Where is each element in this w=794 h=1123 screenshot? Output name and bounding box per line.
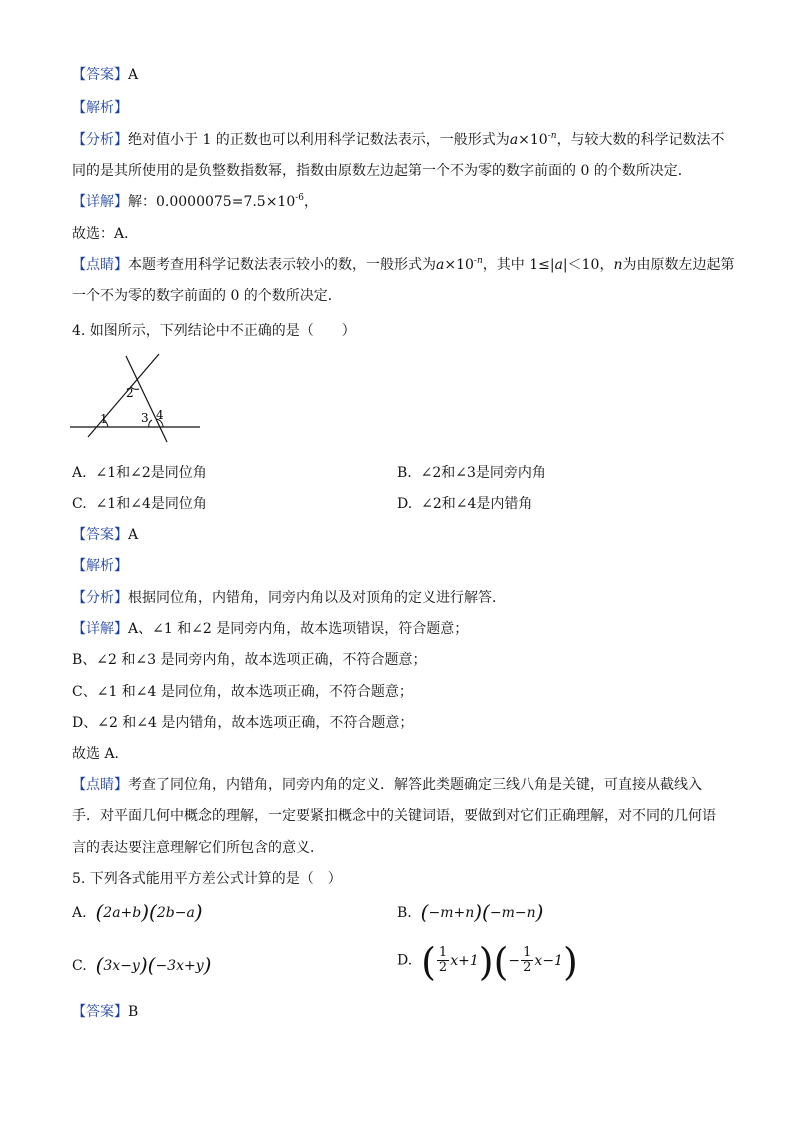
fenxi-text: 绝对值小于 1 的正数也可以利用科学记数法表示，一般形式为 (128, 132, 510, 148)
xiangjie-end: ， (304, 194, 319, 210)
q4-dianjing-line-2: 手．对平面几何中概念的理解，一定要紧扣概念中的关键词语，要做到对它们正确理解，对不同的几何语 (72, 808, 716, 824)
option-expression: (2a+b)(2b−a) (95, 900, 203, 924)
factor-2: 2b−a (156, 905, 195, 921)
q4-answer-line (72, 526, 138, 544)
q4-dianjing-line-1 (72, 776, 702, 794)
factor-2: −m−n (489, 905, 536, 921)
option-letter: B. (397, 905, 412, 921)
option-letter: D. (397, 952, 413, 969)
q4-stem: 4. 如图所示，下列结论中不正确的是（ ） (72, 323, 356, 339)
sci-times: ×10 (444, 257, 474, 273)
analysis-tag: 【解析】 (72, 100, 128, 116)
option-letter: A. (72, 465, 87, 481)
option-text: ∠2和∠3是同旁内角 (420, 465, 546, 481)
option-expression: (3x−y)(−3x+y) (95, 953, 212, 977)
fraction-numerator: 1 (523, 945, 532, 960)
answer-tag: 【答案】 (72, 67, 128, 83)
dianjing-text-c: |＜10， (562, 257, 614, 273)
dianjing-text: 考查了同位角，内错角，同旁内角的定义．解答此类题确定三线八角是关键，可直接从截线入 (128, 777, 702, 793)
q4-xiangjie-line-d: D、∠2 和∠4 是内错角，故本选项正确，不符合题意； (72, 715, 414, 731)
fenxi-tag: 【分析】 (72, 132, 128, 148)
sci-exp: -n (473, 256, 483, 266)
fraction-numerator: 1 (438, 945, 448, 960)
q4-xiangjie-line-a (72, 620, 468, 638)
factor-2: −3x+y (155, 958, 204, 974)
answer-tag: 【答案】 (72, 527, 128, 543)
q5-option-a[interactable] (72, 900, 203, 924)
analysis-tag: 【解析】 (72, 558, 128, 574)
fraction-half (521, 946, 533, 975)
dianjing-text: 本题考查用科学记数法表示较小的数，一般形式为 (128, 257, 436, 273)
factor-2-sign: − (508, 952, 521, 969)
option-letter: A. (72, 905, 87, 921)
sci-times: ×10 (518, 132, 548, 148)
dianjing-tag: 【点睛】 (72, 777, 128, 793)
var-n: n (613, 257, 623, 273)
q3-fenxi-line-2: 同的是其所使用的是负整数指数幂，指数由原数左边起第一个不为零的数字前面的 0 的个数所决定． (72, 163, 692, 179)
q5-answer-line (72, 1003, 138, 1021)
fraction-half (437, 946, 449, 975)
q4-option-b[interactable] (397, 464, 546, 482)
factor-2-tail: x−1 (534, 952, 563, 969)
option-text: ∠2和∠4是内错角 (421, 496, 533, 512)
angle-label-2: 2 (126, 386, 134, 400)
fenxi-text: 根据同位角，内错角，同旁内角以及对顶角的定义进行解答． (128, 590, 506, 606)
q3-dianjing-line-2: 一个不为零的数字前面的 0 的个数所决定． (72, 288, 342, 304)
q4-option-c[interactable] (72, 495, 207, 513)
angle-arc-3 (149, 420, 152, 427)
sci-a: a (509, 132, 519, 148)
q5-option-c[interactable] (72, 953, 212, 977)
sci-a: a (436, 257, 445, 273)
q4-xiangjie-line-b: B、∠2 和∠3 是同旁内角，故本选项正确，不符合题意； (72, 652, 427, 668)
answer-value: A (128, 527, 139, 543)
xiangjie-tag: 【详解】 (72, 194, 128, 210)
q5-option-b[interactable] (397, 900, 544, 924)
dianjing-text-d: 为由原数左边起第 (622, 257, 735, 273)
angle-label-3: 3 (141, 411, 149, 425)
option-text: ∠1和∠2是同位角 (95, 465, 207, 481)
angle-label-1: 1 (100, 412, 108, 426)
factor-1: 3x−y (103, 958, 140, 974)
q3-xiangjie-line (72, 193, 318, 211)
option-letter: D. (397, 496, 413, 512)
q4-fenxi-line (72, 589, 506, 607)
var-a: a (554, 257, 563, 273)
factor-1: 2a+b (103, 905, 142, 921)
q3-fenxi-line-1 (72, 131, 725, 149)
q3-guxuan: 故选：A． (72, 226, 139, 242)
q4-dianjing-line-3: 言的表达要注意理解它们所包含的意义． (72, 840, 324, 856)
q4-option-a[interactable] (72, 464, 207, 482)
sci-exp: -n (547, 131, 557, 141)
option-expression: (−m+n)(−m−n) (420, 900, 544, 924)
q4-guxuan: 故选 A． (72, 746, 129, 762)
xiangjie-text: A、∠1 和∠2 是同旁内角，故本选项错误，符合题意； (128, 621, 469, 637)
q5-option-d[interactable] (397, 939, 578, 984)
q3-analysis-heading (72, 99, 128, 117)
answer-tag: 【答案】 (72, 1004, 128, 1020)
option-expression: ( $\frac{1}{2}$ x+1)(− $\frac{1}{2}$ x−1) (421, 939, 578, 984)
fenxi-text-cont: ，与较大数的科学记数法不 (556, 132, 725, 148)
angle-label-4: 4 (156, 408, 164, 422)
fraction-denominator: 2 (438, 960, 448, 975)
option-letter: C. (72, 958, 87, 974)
q4-geometry-figure (68, 350, 208, 445)
factor-1: −m+n (428, 905, 475, 921)
option-letter: B. (397, 465, 412, 481)
option-letter: C. (72, 496, 87, 512)
option-text: ∠1和∠4是同位角 (95, 496, 207, 512)
dianjing-text-b: ，其中 1≤| (482, 257, 555, 273)
q4-option-d[interactable] (397, 495, 532, 513)
fenxi-tag: 【分析】 (72, 590, 128, 606)
q3-answer-line (72, 66, 138, 84)
factor-1-tail: x+1 (450, 952, 479, 969)
answer-value: A (128, 67, 139, 83)
fraction-denominator: 2 (523, 960, 532, 975)
q3-dianjing-line-1 (72, 256, 734, 274)
xiangjie-text: 解：0.0000075=7.5×10 (128, 194, 296, 210)
q4-analysis-heading (72, 557, 128, 575)
q5-stem: 5. 下列各式能用平方差公式计算的是（ ） (72, 871, 342, 887)
xiangjie-exp: -6 (295, 193, 305, 203)
dianjing-tag: 【点睛】 (72, 257, 128, 273)
q4-xiangjie-line-c: C、∠1 和∠4 是同位角，故本选项正确，不符合题意； (72, 684, 413, 700)
answer-value: B (128, 1004, 139, 1020)
xiangjie-tag: 【详解】 (72, 621, 128, 637)
